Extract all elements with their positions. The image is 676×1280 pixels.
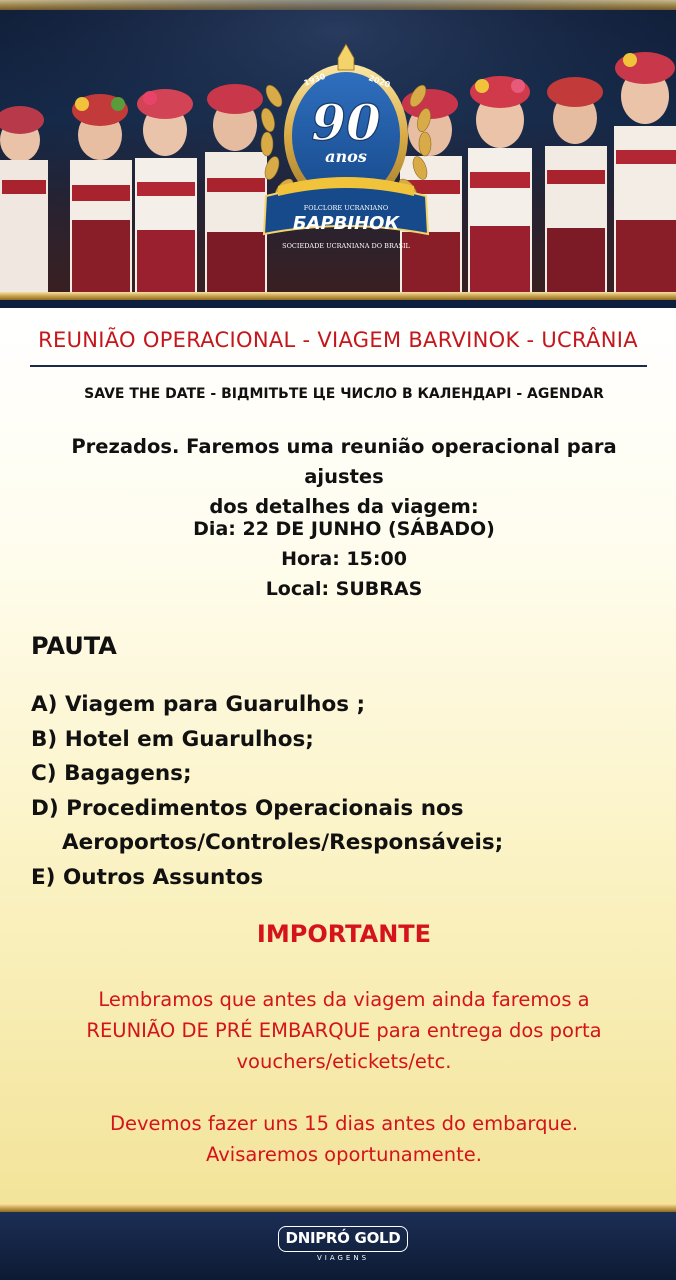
note-line: Devemos fazer uns 15 dias antes do embarque. <box>109 1112 579 1135</box>
svg-text:SOCIEDADE UCRANIANA DO BRASIL: SOCIEDADE UCRANIANA DO BRASIL <box>282 242 410 250</box>
note-line: vouchers/etickets/etc. <box>236 1050 452 1073</box>
bottom-gold-border <box>0 292 676 300</box>
anniversary-logo <box>256 36 436 268</box>
intro-line: dos detalhes da viagem: <box>209 495 479 518</box>
svg-text:БАРВІНОК: БАРВІНОК <box>292 213 400 234</box>
announcement-body <box>0 308 676 1204</box>
page-title: REUNIÃO OPERACIONAL - VIAGEM BARVINOK - UCRÂNIA <box>38 328 638 352</box>
title-divider <box>30 365 647 367</box>
agenda-item: B) Hotel em Guarulhos; <box>31 726 314 752</box>
brand-logo: DNIPRÓ GOLD <box>278 1226 408 1252</box>
save-the-date: SAVE THE DATE - ВІДМІТЬТЕ ЦЕ ЧИСЛО В КАЛЕНДАРІ - AGENDAR <box>84 386 604 402</box>
svg-text:90: 90 <box>311 93 381 152</box>
svg-text:FOLCLORE UCRANIANO: FOLCLORE UCRANIANO <box>303 204 389 212</box>
agenda-item: A) Viagem para Guarulhos ; <box>31 692 366 717</box>
important-note <box>20 984 668 1077</box>
agenda-list <box>31 688 661 895</box>
agenda-title: PAUTA <box>31 632 117 660</box>
agenda-item: D) Procedimentos Operacionais nos <box>31 795 464 821</box>
header-banner <box>0 0 676 300</box>
svg-text:2020: 2020 <box>367 73 392 90</box>
meeting-details <box>0 514 676 604</box>
agenda-item-continued: Aeroportos/Controles/Responsáveis; <box>62 830 504 855</box>
meeting-date: Dia: 22 DE JUNHO (SÁBADO) <box>193 518 495 540</box>
brand-subtitle: VIAGENS <box>316 1254 370 1262</box>
svg-text:1930: 1930 <box>302 71 327 88</box>
svg-text:anos: anos <box>325 147 367 166</box>
reminder-note <box>20 1108 668 1170</box>
intro-line: Prezados. Faremos uma reunião operacional para ajustes <box>71 435 617 488</box>
note-line: Avisaremos oportunamente. <box>206 1143 482 1166</box>
agenda-item: C) Bagagens; <box>31 761 192 786</box>
important-heading: IMPORTANTE <box>256 920 432 948</box>
intro-text <box>30 432 658 522</box>
footer-gold-border <box>0 1204 676 1212</box>
meeting-place: Local: SUBRAS <box>265 578 423 600</box>
note-line: Lembramos que antes da viagem ainda faremos a <box>98 988 590 1011</box>
note-line: REUNIÃO DE PRÉ EMBARQUE para entrega dos porta <box>86 1019 602 1042</box>
meeting-time: Hora: 15:00 <box>281 548 407 570</box>
agenda-item: E) Outros Assuntos <box>31 864 264 890</box>
